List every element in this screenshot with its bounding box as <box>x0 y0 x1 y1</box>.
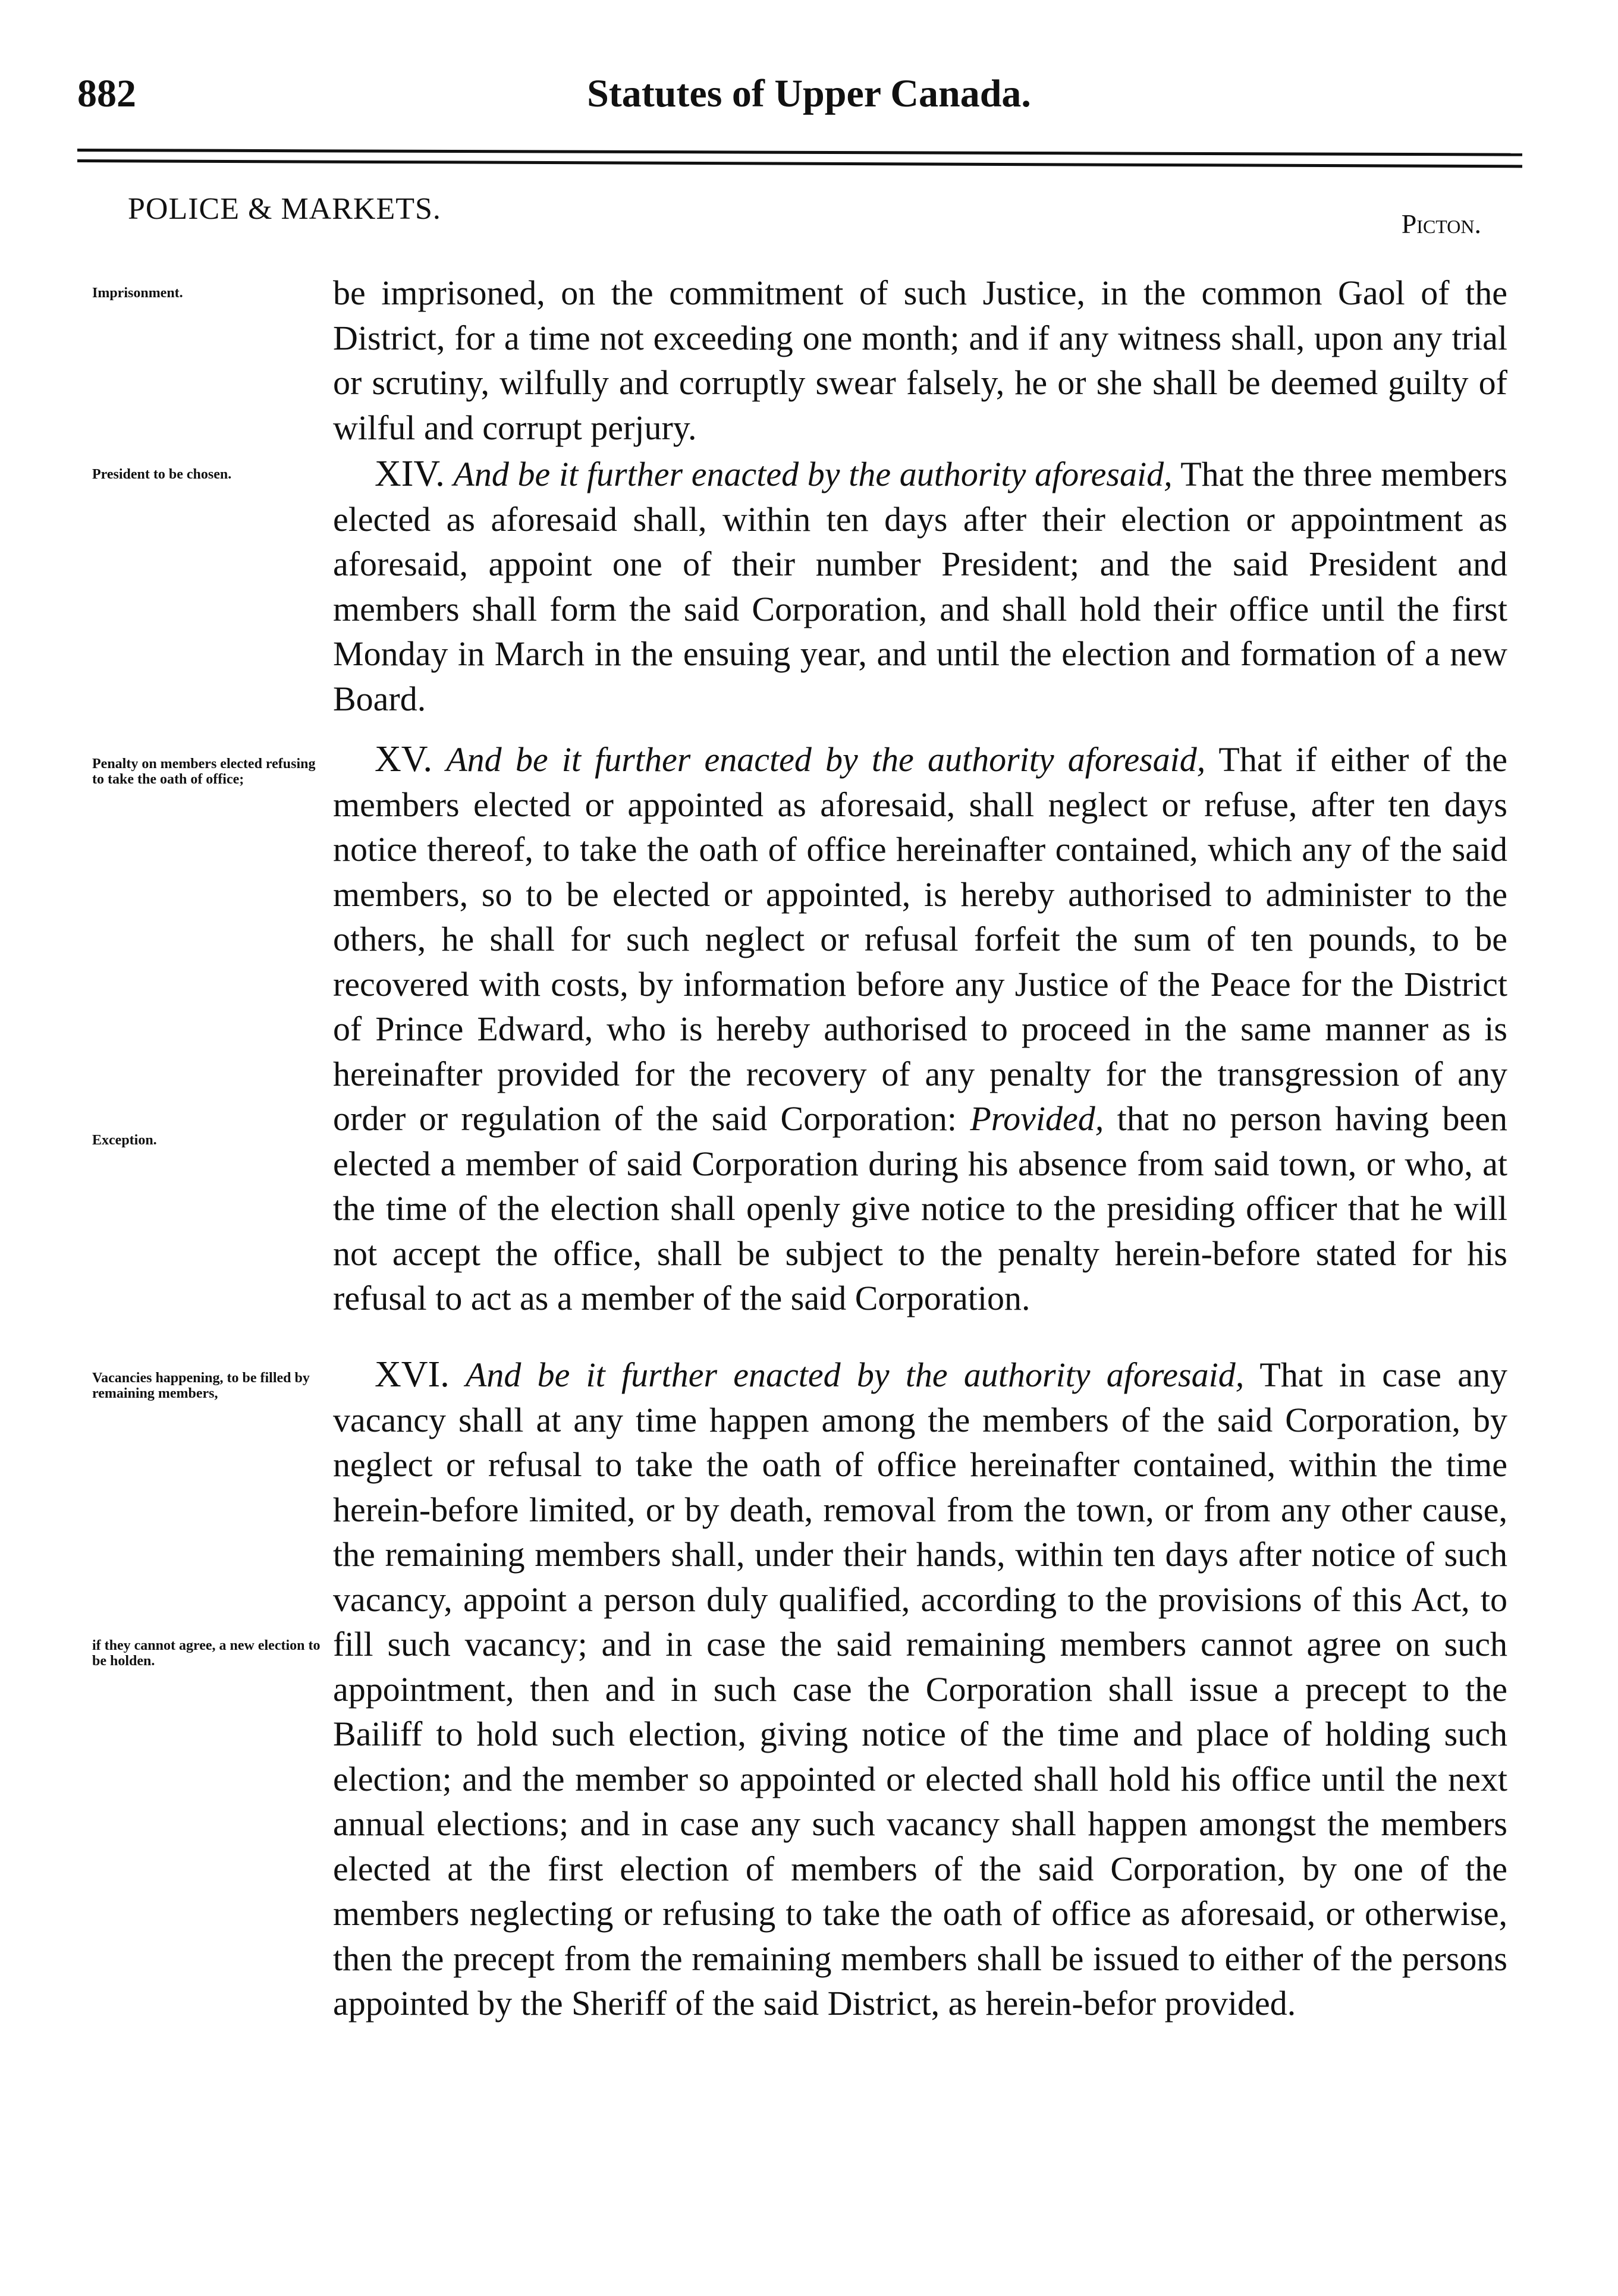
enacting-clause: And be it further enacted by the authority aforesaid, <box>446 740 1206 779</box>
section-xvi <box>333 1353 1507 2026</box>
margin-note-new-election: if they cannot agree, a new election to be holden. <box>92 1638 321 1669</box>
section-heading: POLICE & MARKETS. <box>128 192 441 226</box>
running-title: Statutes of Upper Canada. <box>587 72 1031 115</box>
paragraph-text: That if either of the members elected or appointed as aforesaid, shall neglect or refuse, after ten days notice thereof, to take the oath of office hereinafter contained, which any of the said members, so to be elected or appointed, is hereby authorised to administer to the others, he shall for such neglect or refusal forfeit the sum of ten pounds, to be recovered with costs, by information before any Justice of the Peace for the District of Prince Edward, who is hereby authorised to proceed in the same manner as is hereinafter provided for the recovery of any penalty for the transgression of any order or regulation of the said Corporation: <box>333 740 1508 1138</box>
margin-note-vacancies: Vacancies happening, to be filled by remaining members, <box>92 1370 310 1401</box>
enacting-clause: And be it further enacted by the authority aforesaid, <box>465 1355 1245 1394</box>
margin-note-imprisonment: Imprisonment. <box>92 285 183 301</box>
place-heading: Picton. <box>1401 209 1481 239</box>
section-xiv <box>333 452 1507 721</box>
paragraph-text-continued: that no person having been elected a member of said Corporation during his absence from said town, or who, at the time of the election shall openly give notice to the presiding officer that he will not accept the office, shall be subject to the penalty herein-before stated for his refusal to act as a member of the said Corporation. <box>333 1099 1508 1317</box>
paragraph-text: be imprisoned, on the commitment of such Justice, in the common Gaol of the District, for a time not exceeding one month; and if any witness shall, upon any trial or scrutiny, wilfully and corruptly swear falsely, he or she shall be deemed guilty of wilful and corrupt perjury. <box>333 273 1507 447</box>
proviso-word: Provided, <box>970 1099 1104 1138</box>
header-rule-top <box>77 149 1522 156</box>
section-xv <box>333 737 1507 1321</box>
margin-note-penalty: Penalty on members elected refusing to take the oath of office; <box>92 756 316 787</box>
margin-note-president: President to be chosen. <box>92 467 232 482</box>
paragraph-text: That the three members elected as aforesaid shall, within ten days after their election or appointment as aforesaid, appoint one of their number President; and the said President and members shall form the said Corporation, and shall hold their office until the first Monday in March in the ensuing year, and until the election and formation of a new Board. <box>333 455 1508 718</box>
margin-note-exception: Exception. <box>92 1133 157 1148</box>
page-number: 882 <box>77 72 136 115</box>
paragraph-continuation <box>333 271 1507 450</box>
section-number: XV. <box>375 739 433 779</box>
paragraph-text: That in case any vacancy shall at any time happen among the members of the said Corporation, by neglect or refusal to take the oath of office hereinafter contained, within the time herein-before limited, or by death, removal from the town, or from any other cause, the remaining members shall, under their hands, within ten days after notice of such vacancy, appoint a person duly qualified, according to the provisions of this Act, to fill such vacancy; and in case the said remaining members cannot agree on such appointment, then and in such case the Corporation shall issue a precept to the Bailiff to hold such election, giving notice of the time and place of holding such election; and the member so appointed or elected shall hold his office until the next annual elections; and in case any such vacancy shall happen amongst the members elected at the first election of members of the said Corporation, by one of the members neglecting or refusing to take the oath of office as aforesaid, or otherwise, then the precept from the remaining members shall be issued to either of the persons appointed by the Sheriff of the said District, as herein-befor provided. <box>333 1355 1507 2023</box>
header-rule-bottom <box>77 159 1522 168</box>
enacting-clause: And be it further enacted by the authority aforesaid, <box>453 455 1173 493</box>
section-number: XIV. <box>375 454 445 494</box>
section-number: XVI. <box>375 1354 450 1395</box>
